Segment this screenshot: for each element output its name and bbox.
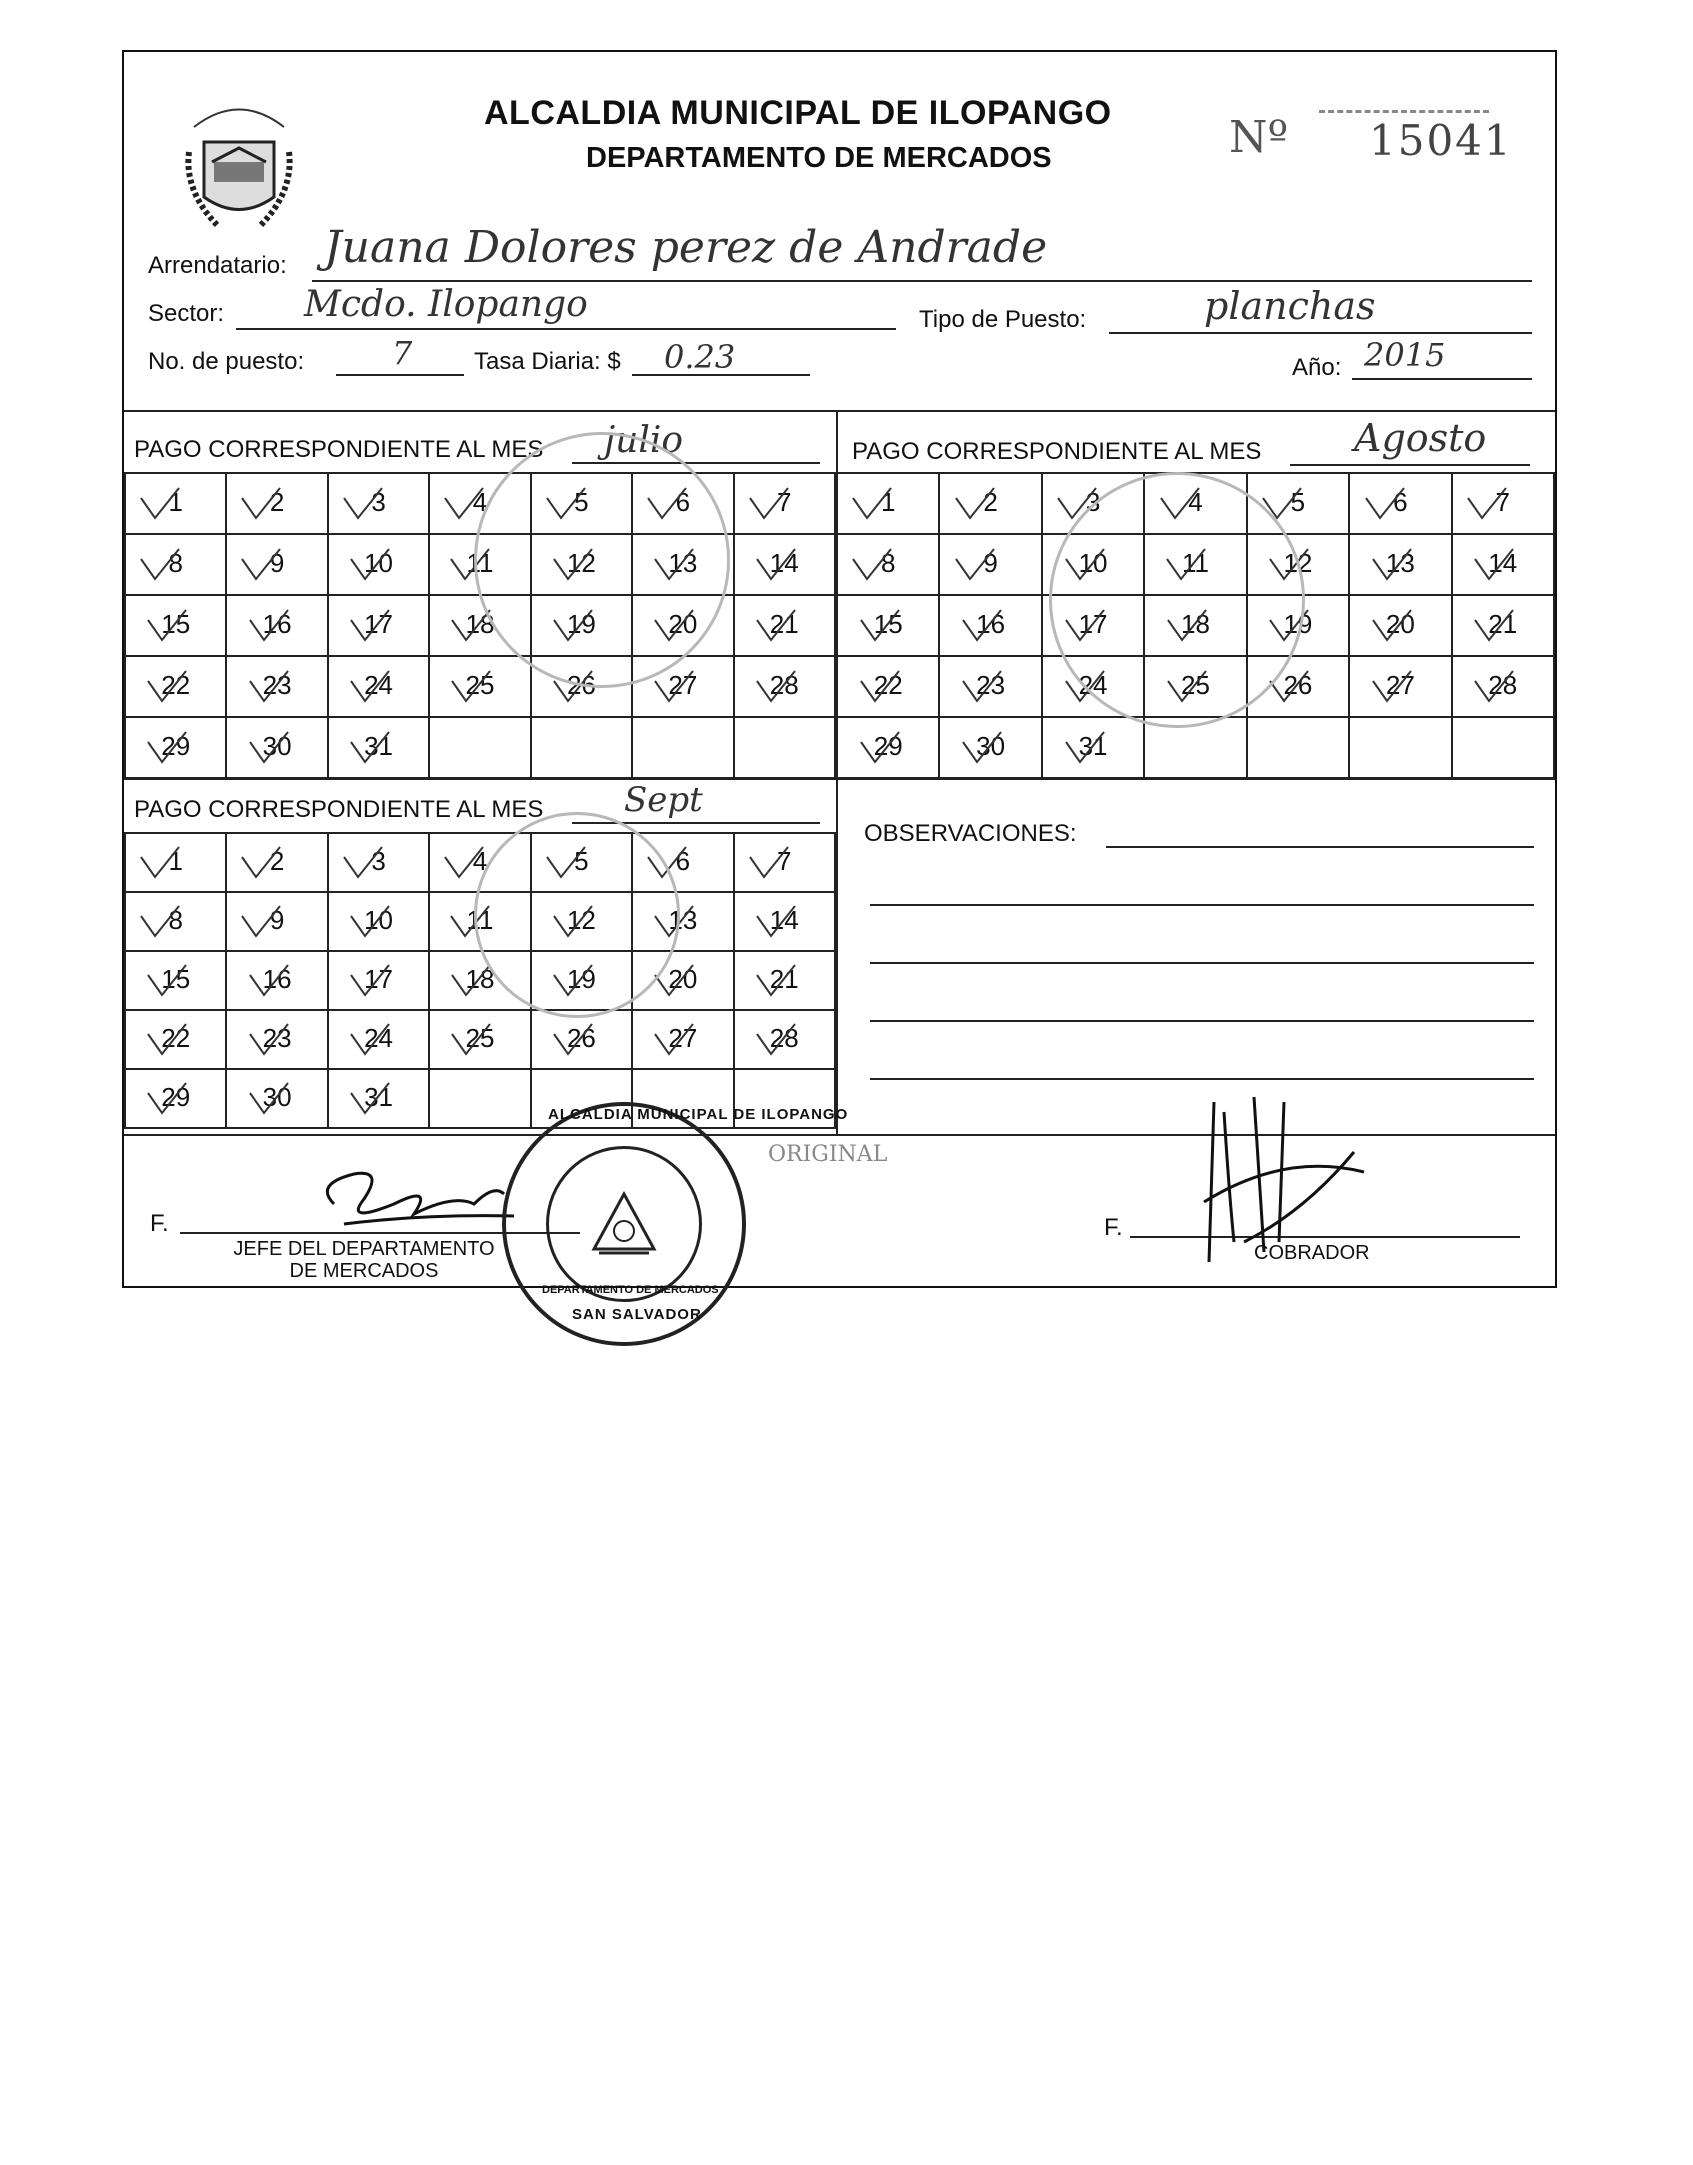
day-number: 23	[976, 669, 1006, 700]
day-number: 31	[1078, 730, 1108, 761]
day-cell	[734, 473, 835, 534]
day-number: 3	[1085, 486, 1101, 517]
check-mark-icon	[853, 667, 903, 707]
check-mark-icon	[1365, 606, 1415, 646]
day-number: 15	[873, 608, 903, 639]
day-cell	[328, 473, 429, 534]
day-cell	[125, 892, 226, 951]
day-number: 1	[168, 486, 183, 517]
day-number: 20	[668, 963, 698, 994]
day-cell	[531, 1010, 632, 1069]
day-number: 9	[983, 547, 998, 578]
arrendatario-line	[312, 280, 1532, 282]
tasa-label: Tasa Diaria: $	[474, 348, 621, 375]
lower-center-divider	[836, 778, 838, 1134]
mid-divider	[124, 778, 1555, 780]
day-number: 2	[269, 845, 285, 876]
tasa-value: 0.23	[664, 338, 736, 376]
day-cell	[734, 595, 835, 656]
day-cell	[1452, 473, 1554, 534]
check-mark-icon	[845, 545, 895, 585]
day-number: 11	[466, 904, 494, 935]
puesto-line	[336, 374, 464, 376]
day-number: 27	[1385, 669, 1415, 700]
day-number: 23	[262, 1022, 292, 1053]
check-mark-icon	[242, 961, 292, 1001]
day-number: 25	[1181, 669, 1210, 700]
calendar-week-row	[125, 1010, 835, 1069]
page-subtitle: DEPARTAMENTO DE MERCADOS	[586, 142, 1052, 174]
check-mark-icon	[343, 902, 393, 942]
day-number: 19	[566, 963, 596, 994]
day-number: 29	[161, 730, 191, 761]
anio-value: 2015	[1364, 336, 1446, 374]
observaciones-line-1	[870, 904, 1534, 906]
check-mark-icon	[749, 545, 799, 585]
tipo-puesto-value: planchas	[1204, 284, 1376, 328]
day-cell	[328, 951, 429, 1010]
day-cell	[226, 951, 327, 1010]
check-mark-icon	[1467, 667, 1517, 707]
day-number: 7	[1495, 486, 1510, 517]
day-number: 6	[675, 845, 691, 876]
arrendatario-label: Arrendatario:	[148, 252, 287, 279]
check-mark-icon	[140, 1020, 190, 1060]
day-number: 26	[566, 1022, 596, 1053]
arrendatario-value: Juana Dolores perez de Andrade	[324, 222, 1048, 273]
faint-stamp-3	[474, 812, 680, 1018]
day-number: 8	[168, 547, 183, 578]
day-cell	[1349, 534, 1451, 595]
day-cell	[125, 951, 226, 1010]
day-number: 13	[1385, 547, 1415, 578]
signature-f-left: F.	[150, 1210, 169, 1237]
day-cell	[125, 534, 226, 595]
empty-cell	[1349, 717, 1451, 778]
day-number: 18	[465, 608, 495, 639]
day-cell	[328, 534, 429, 595]
day-number: 22	[873, 669, 903, 700]
day-number: 6	[1393, 486, 1408, 517]
day-number: 5	[574, 845, 589, 876]
original-mark: ORIGINAL	[768, 1142, 888, 1167]
day-number: 26	[1283, 669, 1313, 700]
observaciones-line-2	[870, 962, 1534, 964]
day-number: 3	[371, 845, 386, 876]
day-number: 4	[472, 845, 488, 876]
empty-cell	[734, 717, 835, 778]
puesto-label: No. de puesto:	[148, 348, 305, 375]
day-cell	[734, 1010, 835, 1069]
check-mark-icon	[948, 545, 998, 585]
day-number: 10	[1078, 547, 1108, 578]
day-cell	[939, 534, 1041, 595]
day-number: 21	[1488, 608, 1518, 639]
jefe-label-line1: JEFE DEL DEPARTAMENTO	[233, 1238, 495, 1260]
check-mark-icon	[343, 728, 393, 768]
day-number: 10	[364, 904, 394, 935]
jefe-label-line2: DE MERCADOS	[289, 1260, 439, 1282]
tipo-puesto-line	[1109, 332, 1532, 334]
check-mark-icon	[1358, 484, 1408, 524]
calendar-week-row	[125, 595, 835, 656]
day-number: 24	[364, 1022, 394, 1053]
day-number: 12	[1283, 547, 1313, 578]
day-number: 19	[1283, 608, 1313, 639]
calendar-week-row	[125, 656, 835, 717]
check-mark-icon	[955, 667, 1005, 707]
day-number: 15	[161, 608, 191, 639]
day-cell	[328, 1069, 429, 1128]
day-cell	[125, 1069, 226, 1128]
check-mark-icon	[234, 902, 284, 942]
faint-stamp-2	[1049, 472, 1305, 728]
day-cell	[1349, 595, 1451, 656]
day-number: 11	[466, 547, 494, 578]
check-mark-icon	[343, 606, 393, 646]
check-mark-icon	[343, 1079, 393, 1119]
month3-label: PAGO CORRESPONDIENTE AL MES	[134, 796, 544, 823]
day-number: 16	[262, 963, 292, 994]
observaciones-line-0	[1106, 846, 1534, 848]
check-mark-icon	[948, 484, 998, 524]
puesto-value: 7	[392, 334, 413, 372]
market-payment-card	[122, 50, 1557, 1323]
calendar-week-row	[125, 717, 835, 778]
sector-value: Mcdo. Ilopango	[304, 284, 588, 325]
day-number: 17	[364, 963, 394, 994]
day-number: 22	[161, 1022, 191, 1053]
check-mark-icon	[749, 606, 799, 646]
day-number: 25	[465, 1022, 495, 1053]
day-number: 16	[976, 608, 1006, 639]
month1-label: PAGO CORRESPONDIENTE AL MES	[134, 436, 544, 463]
day-number: 20	[1385, 608, 1415, 639]
check-mark-icon	[955, 728, 1005, 768]
day-number: 30	[262, 730, 292, 761]
day-number: 18	[1181, 608, 1210, 639]
day-cell	[125, 833, 226, 892]
sector-line	[236, 328, 896, 330]
day-cell	[837, 534, 939, 595]
day-cell	[125, 1010, 226, 1069]
day-number: 8	[880, 547, 896, 578]
day-number: 16	[262, 608, 292, 639]
day-cell	[939, 717, 1041, 778]
day-number: 29	[161, 1081, 191, 1112]
day-cell	[125, 595, 226, 656]
day-number: 28	[769, 669, 799, 700]
day-number: 30	[262, 1081, 292, 1112]
check-mark-icon	[234, 545, 284, 585]
check-mark-icon	[343, 545, 393, 585]
check-mark-icon	[444, 1020, 494, 1060]
observaciones-line-4	[870, 1078, 1534, 1080]
day-number: 28	[1488, 669, 1518, 700]
day-cell	[125, 656, 226, 717]
sector-label: Sector:	[148, 300, 225, 327]
day-number: 22	[161, 669, 191, 700]
day-number: 13	[668, 547, 698, 578]
month2-line	[1290, 464, 1530, 466]
observaciones-label: OBSERVACIONES:	[864, 820, 1077, 847]
day-number: 24	[1078, 669, 1108, 700]
day-cell	[1452, 656, 1554, 717]
check-mark-icon	[1058, 728, 1108, 768]
day-number: 14	[769, 904, 799, 935]
day-number: 24	[364, 669, 394, 700]
day-cell	[226, 656, 327, 717]
tipo-puesto-label: Tipo de Puesto:	[919, 306, 1087, 333]
anio-label: Año:	[1292, 354, 1342, 381]
day-number: 14	[1488, 547, 1518, 578]
day-number: 14	[769, 547, 799, 578]
check-mark-icon	[140, 961, 190, 1001]
number-dashes	[1319, 110, 1489, 113]
check-mark-icon	[140, 1079, 190, 1119]
check-mark-icon	[1460, 484, 1510, 524]
check-mark-icon	[444, 667, 494, 707]
day-cell	[226, 717, 327, 778]
day-cell	[939, 656, 1041, 717]
day-cell	[734, 892, 835, 951]
check-mark-icon	[343, 961, 393, 1001]
faint-stamp-1	[474, 432, 730, 688]
day-number: 9	[269, 904, 285, 935]
empty-cell	[1247, 717, 1349, 778]
check-mark-icon	[742, 484, 792, 524]
day-number: 2	[983, 486, 998, 517]
coat-of-arms-icon	[589, 1189, 659, 1259]
day-cell	[226, 1010, 327, 1069]
day-cell	[1349, 473, 1451, 534]
check-mark-icon	[845, 484, 895, 524]
number-symbol: Nº	[1229, 112, 1289, 163]
empty-cell	[632, 717, 733, 778]
check-mark-icon	[749, 961, 799, 1001]
check-mark-icon	[437, 843, 487, 883]
observaciones-line-3	[870, 1020, 1534, 1022]
day-number: 6	[675, 486, 691, 517]
day-cell	[226, 534, 327, 595]
day-cell	[328, 717, 429, 778]
empty-cell	[429, 1069, 530, 1128]
check-mark-icon	[1365, 667, 1415, 707]
official-stamp-inner	[546, 1146, 702, 1302]
check-mark-icon	[742, 843, 792, 883]
day-number: 5	[574, 486, 589, 517]
day-cell	[226, 595, 327, 656]
empty-cell	[429, 717, 530, 778]
day-cell	[1452, 595, 1554, 656]
day-cell	[328, 656, 429, 717]
check-mark-icon	[336, 843, 386, 883]
cobrador-label: COBRADOR	[1254, 1242, 1370, 1264]
check-mark-icon	[1467, 545, 1517, 585]
check-mark-icon	[749, 1020, 799, 1060]
day-number: 23	[262, 669, 292, 700]
day-number: 31	[364, 1081, 394, 1112]
day-cell	[837, 595, 939, 656]
day-cell	[734, 534, 835, 595]
check-mark-icon	[140, 667, 190, 707]
day-cell	[226, 892, 327, 951]
stamp-outer-text: ALCALDIA MUNICIPAL DE ILOPANGO	[548, 1106, 849, 1123]
day-number: 18	[465, 963, 495, 994]
day-number: 31	[364, 730, 394, 761]
day-cell	[1042, 717, 1144, 778]
day-number: 21	[769, 608, 799, 639]
day-cell	[1452, 534, 1554, 595]
check-mark-icon	[955, 606, 1005, 646]
empty-cell	[531, 717, 632, 778]
check-mark-icon	[234, 484, 284, 524]
check-mark-icon	[647, 1020, 697, 1060]
day-number: 25	[465, 669, 495, 700]
signature-jefe-scribble	[274, 1144, 534, 1244]
day-cell	[734, 833, 835, 892]
day-cell	[429, 656, 530, 717]
day-number: 13	[668, 904, 698, 935]
check-mark-icon	[242, 606, 292, 646]
day-number: 27	[668, 669, 698, 700]
header-divider	[124, 410, 1555, 412]
jefe-label	[224, 1238, 504, 1282]
day-number: 12	[566, 904, 596, 935]
day-number: 28	[769, 1022, 799, 1053]
day-number: 11	[1181, 547, 1209, 578]
check-mark-icon	[853, 606, 903, 646]
municipal-logo	[174, 92, 304, 242]
check-mark-icon	[242, 1020, 292, 1060]
day-cell	[1349, 656, 1451, 717]
day-number: 20	[668, 608, 698, 639]
day-number: 3	[371, 486, 386, 517]
day-number: 7	[777, 845, 792, 876]
check-mark-icon	[133, 545, 183, 585]
day-number: 19	[566, 608, 596, 639]
day-cell	[939, 595, 1041, 656]
day-number: 17	[364, 608, 394, 639]
day-cell	[328, 1010, 429, 1069]
day-number: 17	[1078, 608, 1108, 639]
day-cell	[429, 1010, 530, 1069]
day-number: 30	[976, 730, 1006, 761]
stamp-inner-text: DEPARTAMENTO DE MERCADOS	[542, 1284, 719, 1296]
day-number: 7	[777, 486, 792, 517]
check-mark-icon	[343, 1020, 393, 1060]
day-number: 8	[168, 904, 183, 935]
day-number: 10	[364, 547, 394, 578]
day-number: 2	[269, 486, 285, 517]
signature-f-right: F.	[1104, 1214, 1123, 1241]
check-mark-icon	[242, 1079, 292, 1119]
check-mark-icon	[546, 1020, 596, 1060]
check-mark-icon	[853, 728, 903, 768]
day-cell	[632, 1010, 733, 1069]
month2-label: PAGO CORRESPONDIENTE AL MES	[852, 438, 1262, 465]
form-number: 15041	[1369, 116, 1513, 165]
day-cell	[734, 656, 835, 717]
check-mark-icon	[343, 667, 393, 707]
day-cell	[226, 473, 327, 534]
calendar-week-row	[125, 951, 835, 1010]
day-number: 4	[472, 486, 488, 517]
month3-calendar	[124, 832, 836, 1129]
page-title: ALCALDIA MUNICIPAL DE ILOPANGO	[484, 94, 1112, 132]
check-mark-icon	[437, 484, 487, 524]
day-number: 15	[161, 963, 191, 994]
day-cell	[939, 473, 1041, 534]
day-cell	[734, 951, 835, 1010]
day-number: 9	[269, 547, 285, 578]
check-mark-icon	[1365, 545, 1415, 585]
day-cell	[837, 473, 939, 534]
month2-value: Agosto	[1354, 416, 1487, 460]
day-number: 26	[566, 669, 596, 700]
anio-line	[1352, 378, 1532, 380]
empty-cell	[1452, 717, 1554, 778]
check-mark-icon	[749, 902, 799, 942]
day-cell	[125, 717, 226, 778]
check-mark-icon	[242, 667, 292, 707]
day-cell	[837, 717, 939, 778]
day-number: 21	[769, 963, 799, 994]
day-number: 5	[1290, 486, 1306, 517]
day-cell	[837, 656, 939, 717]
day-number: 1	[880, 486, 896, 517]
day-cell	[226, 833, 327, 892]
check-mark-icon	[133, 902, 183, 942]
day-cell	[328, 595, 429, 656]
check-mark-icon	[140, 606, 190, 646]
check-mark-icon	[242, 728, 292, 768]
check-mark-icon	[234, 843, 284, 883]
day-number: 27	[668, 1022, 698, 1053]
day-cell	[328, 892, 429, 951]
month3-value: Sept	[624, 780, 703, 820]
day-number: 1	[168, 845, 183, 876]
month1-value: julio	[604, 420, 684, 461]
day-cell	[125, 473, 226, 534]
check-mark-icon	[1467, 606, 1517, 646]
day-number: 4	[1188, 486, 1203, 517]
day-number: 12	[566, 547, 596, 578]
day-cell	[328, 833, 429, 892]
day-cell	[226, 1069, 327, 1128]
check-mark-icon	[133, 843, 183, 883]
day-number: 29	[873, 730, 903, 761]
check-mark-icon	[140, 728, 190, 768]
stamp-bottom-text: SAN SALVADOR	[572, 1306, 702, 1323]
check-mark-icon	[133, 484, 183, 524]
check-mark-icon	[336, 484, 386, 524]
check-mark-icon	[749, 667, 799, 707]
